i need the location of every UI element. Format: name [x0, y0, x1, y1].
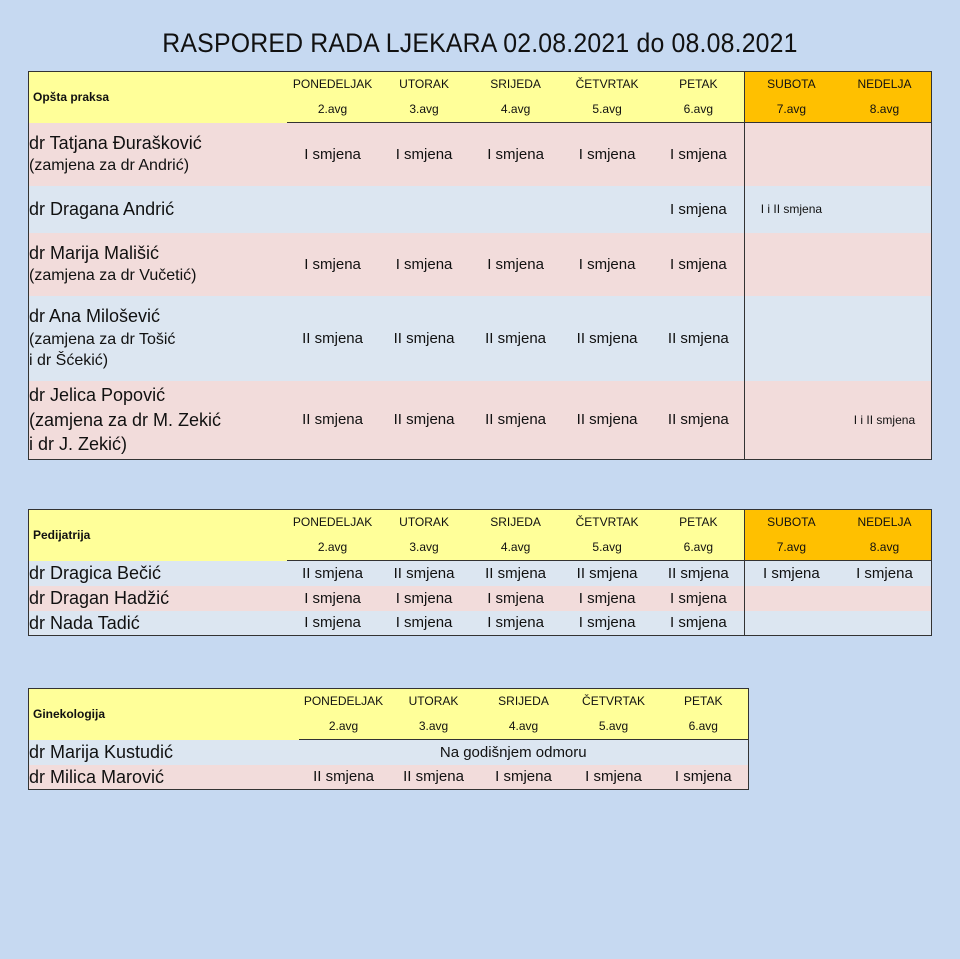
date-header: 7.avg — [744, 535, 838, 561]
doctor-name-cell — [29, 186, 287, 233]
date-header: 4.avg — [479, 714, 569, 740]
shift-cell: I smjena — [378, 611, 470, 636]
doctor-name-cell — [29, 296, 287, 381]
shift-cell: I smjena — [653, 611, 745, 636]
doctor-name-cell — [29, 233, 287, 296]
shift-cell — [378, 186, 470, 233]
day-header: ČETVRTAK — [561, 510, 653, 535]
shift-cell: II smjena — [653, 381, 745, 460]
dept-label: Opšta praksa — [29, 72, 287, 123]
doctor-name: dr Marija Mališić — [29, 243, 160, 264]
shift-cell — [561, 186, 653, 233]
date-header: 2.avg — [287, 535, 379, 561]
shift-cell: II smjena — [653, 561, 745, 586]
day-header: SRIJEDA — [470, 72, 562, 97]
shift-cell: I smjena — [378, 586, 470, 611]
shift-cell: I smjena — [470, 586, 562, 611]
doctor-name: dr Dragan Hadžić — [29, 586, 287, 611]
day-header: PONEDELJAK — [287, 72, 379, 97]
date-header: 6.avg — [653, 97, 745, 123]
shift-cell: II smjena — [287, 296, 379, 381]
day-header: UTORAK — [378, 72, 470, 97]
shift-cell — [838, 123, 932, 186]
doctor-name-cell — [29, 381, 287, 460]
day-header: ČETVRTAK — [569, 689, 659, 714]
date-header: 3.avg — [389, 714, 479, 740]
table-row — [29, 186, 932, 233]
shift-cell: I smjena — [287, 233, 379, 296]
date-header: 7.avg — [744, 97, 838, 123]
date-header: 6.avg — [653, 535, 745, 561]
shift-cell: I smjena — [653, 233, 745, 296]
day-header: SUBOTA — [744, 510, 838, 535]
doctor-note: i dr J. Zekić) — [29, 433, 128, 454]
shift-cell: I smjena — [287, 586, 379, 611]
shift-cell — [744, 296, 838, 381]
vacation-note: Na godišnjem odmoru — [299, 740, 749, 765]
day-header: SUBOTA — [744, 72, 838, 97]
date-header: 4.avg — [470, 535, 562, 561]
shift-cell: I smjena — [653, 186, 745, 233]
shift-cell: I smjena — [561, 123, 653, 186]
date-header: 3.avg — [378, 535, 470, 561]
shift-cell: II smjena — [378, 296, 470, 381]
shift-cell: I i II smjena — [744, 186, 838, 233]
dept-label: Pedijatrija — [29, 510, 287, 561]
doctor-name: dr Dragica Bečić — [29, 561, 287, 586]
day-header: PONEDELJAK — [287, 510, 379, 535]
shift-cell — [744, 233, 838, 296]
shift-cell: II smjena — [470, 296, 562, 381]
doctor-name: dr Milica Marović — [29, 765, 299, 790]
date-header: 8.avg — [838, 97, 932, 123]
date-header: 6.avg — [659, 714, 749, 740]
day-header: PONEDELJAK — [299, 689, 389, 714]
shift-cell — [838, 586, 932, 611]
shift-cell: II smjena — [389, 765, 479, 790]
shift-cell — [744, 381, 838, 460]
doctor-note: (zamjena za dr Andrić) — [29, 157, 190, 175]
doctor-name: dr Marija Kustudić — [29, 740, 299, 765]
shift-cell: I smjena — [470, 611, 562, 636]
shift-cell: II smjena — [299, 765, 389, 790]
shift-cell: I smjena — [378, 123, 470, 186]
doctor-name: dr Ana Milošević — [29, 306, 161, 327]
shift-cell: I smjena — [653, 123, 745, 186]
table-row — [29, 740, 749, 765]
shift-cell: I smjena — [470, 123, 562, 186]
day-header: PETAK — [653, 72, 745, 97]
shift-cell — [838, 233, 932, 296]
shift-cell — [744, 611, 838, 636]
date-header: 2.avg — [299, 714, 389, 740]
day-header: NEDELJA — [838, 510, 932, 535]
day-header: PETAK — [659, 689, 749, 714]
doctor-note: i dr Šćekić) — [29, 352, 109, 370]
shift-cell: I smjena — [744, 561, 838, 586]
shift-cell: I smjena — [838, 561, 932, 586]
day-header: UTORAK — [389, 689, 479, 714]
table-row — [29, 233, 932, 296]
doctor-note: (zamjena za dr Vučetić) — [29, 267, 197, 285]
shift-cell — [838, 611, 932, 636]
shift-cell: I i II smjena — [838, 381, 932, 460]
table-row — [29, 123, 932, 186]
shift-cell — [838, 296, 932, 381]
table-row — [29, 561, 932, 586]
table-row — [29, 611, 932, 636]
shift-cell — [838, 186, 932, 233]
day-header: ČETVRTAK — [561, 72, 653, 97]
shift-cell: II smjena — [470, 561, 562, 586]
shift-cell: II smjena — [378, 561, 470, 586]
shift-cell: I smjena — [561, 611, 653, 636]
opsta-praksa-table — [28, 71, 932, 460]
shift-cell: II smjena — [653, 296, 745, 381]
shift-cell: I smjena — [378, 233, 470, 296]
shift-cell: II smjena — [378, 381, 470, 460]
shift-cell: I smjena — [653, 586, 745, 611]
shift-cell: II smjena — [470, 381, 562, 460]
shift-cell: II smjena — [561, 296, 653, 381]
shift-cell: I smjena — [569, 765, 659, 790]
shift-cell: II smjena — [287, 561, 379, 586]
shift-cell: I smjena — [287, 123, 379, 186]
shift-cell: II smjena — [561, 561, 653, 586]
table-row — [29, 381, 932, 460]
doctor-note: (zamjena za dr Tošić — [29, 330, 176, 348]
table-row — [29, 296, 932, 381]
doctor-name: dr Nada Tadić — [29, 611, 287, 636]
day-header: PETAK — [653, 510, 745, 535]
date-header: 2.avg — [287, 97, 379, 123]
day-header: UTORAK — [378, 510, 470, 535]
doctor-note: (zamjena za dr M. Zekić — [29, 409, 222, 430]
page-title: RASPORED RADA LJEKARA 02.08.2021 do 08.08.2021 — [162, 28, 798, 58]
shift-cell — [744, 123, 838, 186]
date-header: 5.avg — [561, 535, 653, 561]
shift-cell — [470, 186, 562, 233]
pedijatrija-table — [28, 509, 932, 636]
date-header: 5.avg — [561, 97, 653, 123]
shift-cell: I smjena — [479, 765, 569, 790]
day-header: SRIJEDA — [479, 689, 569, 714]
shift-cell: II smjena — [561, 381, 653, 460]
date-header: 5.avg — [569, 714, 659, 740]
shift-cell: I smjena — [659, 765, 749, 790]
shift-cell — [287, 186, 379, 233]
doctor-name-cell — [29, 123, 287, 186]
shift-cell: I smjena — [287, 611, 379, 636]
shift-cell: II smjena — [287, 381, 379, 460]
day-header: NEDELJA — [838, 72, 932, 97]
day-header: SRIJEDA — [470, 510, 562, 535]
table-row — [29, 586, 932, 611]
doctor-name: dr Jelica Popović — [29, 385, 166, 406]
shift-cell: I smjena — [470, 233, 562, 296]
ginekologija-table — [28, 688, 749, 790]
date-header: 8.avg — [838, 535, 932, 561]
shift-cell: I smjena — [561, 233, 653, 296]
table-row — [29, 765, 749, 790]
doctor-name: dr Dragana Andrić — [29, 198, 175, 219]
doctor-name: dr Tatjana Đurašković — [29, 133, 202, 154]
date-header: 3.avg — [378, 97, 470, 123]
dept-label: Ginekologija — [29, 689, 299, 740]
shift-cell — [744, 586, 838, 611]
date-header: 4.avg — [470, 97, 562, 123]
shift-cell: I smjena — [561, 586, 653, 611]
